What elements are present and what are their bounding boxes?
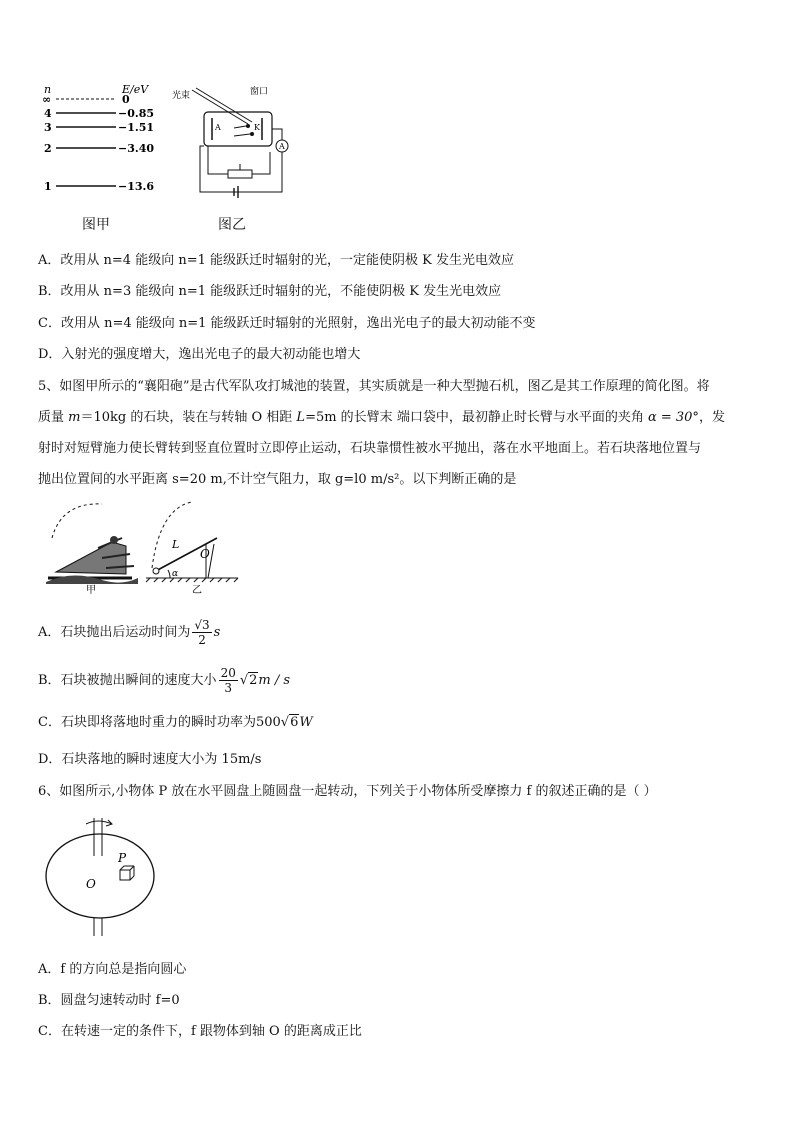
level-n-1: 1 (44, 180, 52, 193)
window-label: 窗口 (250, 87, 269, 97)
q5-option-c: C．石块即将落地时重力的瞬时功率为500√6W (38, 715, 313, 730)
q5-stem-line3: 射时对短臂施力使长臂转到竖直位置时立即停止运动，石块靠惯性被水平抛出，落在水平地面上。若石块落地位置与 (38, 441, 702, 456)
n-axis-label: n (44, 83, 52, 96)
q4-option-d: D．入射光的强度增大，逸出光电子的最大初动能也增大 (38, 347, 361, 362)
q6-option-b: B．圆盘匀速转动时 f=0 (38, 993, 180, 1008)
q5-option-d: D．石块落地的瞬时速度大小为 15m/s (38, 752, 262, 767)
center-o-label: O (86, 877, 96, 891)
arm-length-label: L (172, 538, 180, 551)
q4-option-b: B．改用从 n=3 能级向 n=1 能级跃迁时辐射的光，不能使阴极 K 发生光电效应 (38, 284, 502, 299)
energy-level-diagram (38, 82, 168, 202)
fig-jia-sub-caption: 甲 (86, 585, 96, 594)
level-e-3b: −1.51 (118, 121, 155, 134)
level-e-1: −13.6 (118, 180, 155, 193)
q5-option-b: B．石块被抛出瞬间的速度大小 $\frac{20}{3}$ √2m / s (38, 666, 291, 695)
q4-option-a: A．改用从 n=4 能级向 n=1 能级跃迁时辐射的光，一定能使阴极 K 发生光电效应 (38, 253, 514, 268)
rotating-disk-figure (42, 816, 172, 942)
cathode-label: K (254, 123, 260, 132)
q6-option-c: C．在转速一定的条件下，f 跟物体到轴 O 的距离成正比 (38, 1024, 362, 1039)
level-n-4: 4 (44, 107, 52, 120)
level-n-2: 2 (44, 142, 52, 155)
level-e-4: −0.85 (118, 107, 155, 120)
anode-label: A (215, 123, 221, 132)
q5-stem-line4: 抛出位置间的水平距离 s=20 m,不计空气阻力，取 g=l0 m/s²。以下判断正确的是 (38, 472, 517, 487)
trebuchet-figure (42, 498, 242, 594)
level-e-inf: 0 (122, 93, 130, 106)
fig-jia-caption: 图甲 (82, 217, 110, 233)
angle-label: α (172, 569, 179, 579)
q6-option-a: A．f 的方向总是指向圆心 (38, 962, 187, 977)
object-p-label: P (118, 851, 127, 865)
fig-yi-caption: 图乙 (218, 217, 246, 233)
level-e-2: −3.40 (118, 142, 155, 155)
q4-option-c: C．改用从 n=4 能级向 n=1 能级跃迁时辐射的光照射，逸出光电子的最大初动能不变 (38, 316, 536, 331)
q5-stem-line1: 5、如图甲所示的“襄阳砲”是古代军队攻打城池的装置，其实质就是一种大型抛石机，图乙是其工作原理的简化图。将 (38, 379, 710, 394)
q5-stem-line2: 质量 m＝10kg 的石块，装在与转轴 O 相距 L=5m 的长臂末 端口袋中，最初静止时长臂与水平面的夹角 α = 30°，发 (38, 410, 725, 425)
q5-option-a: A．石块抛出后运动时间为 $\frac{√3}{2}$ s (38, 618, 221, 647)
pivot-label: O (200, 547, 210, 561)
level-n-3: 3 (44, 121, 52, 134)
fig-yi-sub-caption: 乙 (192, 585, 202, 594)
energy-axis-label: E/eV (122, 83, 149, 96)
light-beam-label: 光束 (172, 91, 191, 101)
photoelectric-circuit-diagram (170, 82, 295, 202)
level-n-inf: ∞ (42, 93, 52, 106)
q6-stem: 6、如图所示,小物体 P 放在水平圆盘上随圆盘一起转动，下列关于小物体所受摩擦力 f 的叙述正确的是（ ） (38, 784, 657, 799)
ammeter-label: A (279, 142, 285, 151)
